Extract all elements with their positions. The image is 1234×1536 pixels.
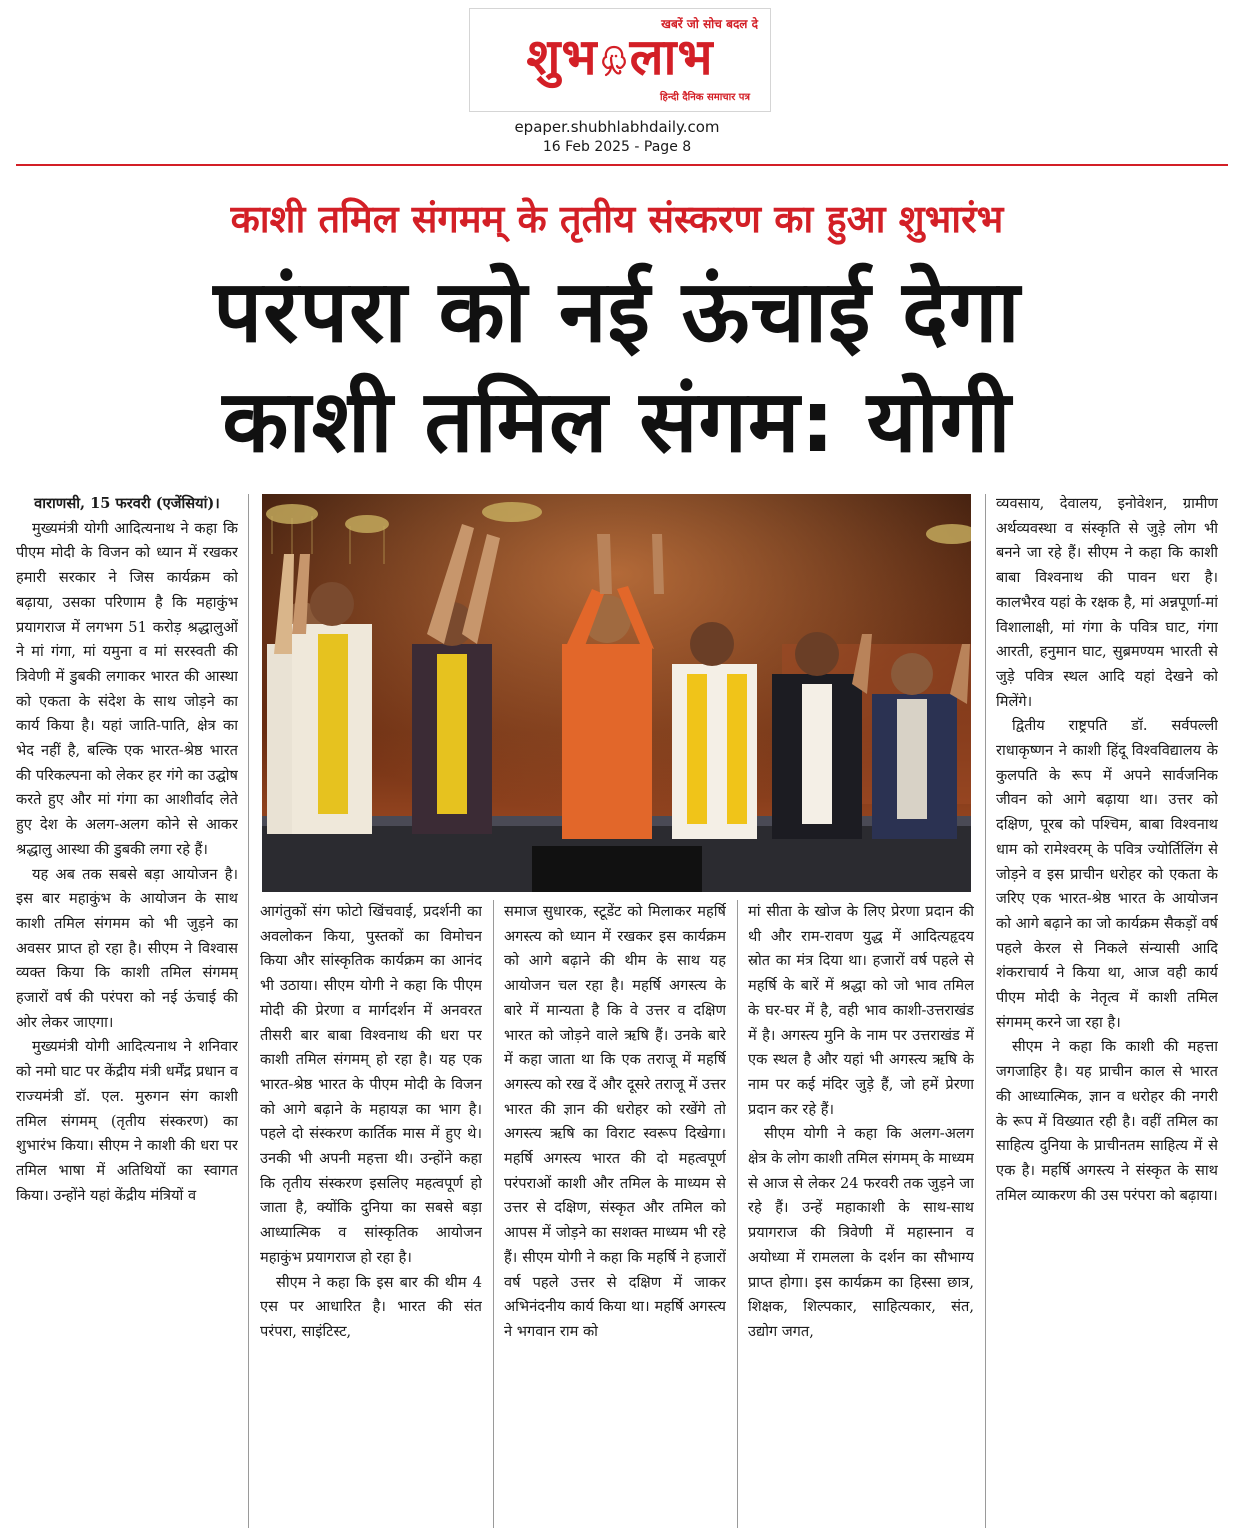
article-column-3 [504,900,726,1528]
column-divider [985,494,986,1528]
paragraph: व्यवसाय, देवालय, इनोवेशन, ग्रामीण अर्थव्यवस्था व संस्कृति से जुड़े लोग भी बनने जा रहे हैं। सीएम ने कहा कि काशी बाबा विश्वनाथ की पावन धरा है। कालभैरव यहां के रक्षक है, मां अन्नपूर्णा-मां विशालाक्षी, मां गंगा के पवित्र घाट, गंगा आरती, हनुमान घाट, सुब्रमण्यम भारती से जुड़े पवित्र स्थल आदि यहां देखने को मिलेंगे। [996,495,1218,710]
article-column-1 [16,492,238,1528]
stage-photo-illustration [262,494,971,892]
ganesha-icon [600,44,628,78]
article-dateline: वाराणसी, 15 फरवरी (एजेंसियां)। [34,495,220,512]
event-photo [262,494,971,892]
article-column-4 [748,900,974,1528]
headline-line-2: काशी तमिल संगम: योगी [222,372,1012,472]
masthead-name-right: लाभ [629,28,714,86]
paragraph: सीएम ने कहा कि काशी की महत्ता जगजाहिर है। यह प्राचीन काल से भारत की आध्यात्मिक, ज्ञान व धरोहर की नगरी के रूप में विख्यात रही है। वहीं तमिल का साहित्य दुनिया के प्राचीनतम साहित्य में से एक है। महर्षि अगस्त्य ने संस्कृत के साथ तमिल व्याकरण की उस परंपरा को बढ़ाया। [996,1038,1218,1204]
epaper-url: epaper.shubhlabhdaily.com [514,118,720,136]
column-divider [737,900,738,1528]
masthead-subtitle: हिन्दी दैनिक समाचार पत्र [659,92,750,103]
article-column-2 [260,900,482,1528]
article-column-5 [996,492,1218,1528]
headline-line-1: परंपरा को नई ऊंचाई देगा [213,262,1021,362]
masthead-rule [16,164,1228,166]
column-divider [248,494,249,1528]
epaper-date-page: 16 Feb 2025 - Page 8 [542,139,692,155]
paragraph: मुख्यमंत्री योगी आदित्यनाथ ने कहा कि पीएम मोदी के विजन को ध्यान में रखकर हमारी सरकार ने जिस कार्यक्रम को बढ़ाया, उसका परिणाम है कि महाकुंभ प्रयागराज में लगभग 51 करोड़ श्रद्धालुओं ने मां गंगा, मां यमुना व मां सरस्वती की त्रिवेणी में डुबकी लगाकर भारत की आस्था को एकता के संदेश के साथ जोड़ने का कार्य किया है। यहां जाति-पाति, क्षेत्र का भेद नहीं है, बल्कि एक भारत-श्रेष्ठ भारत की परिकल्पना को लेकर हर गंगे का उद्घोष करते हुए और मां गंगा का आशीर्वाद लेते हुए देश के अलग-अलग कोने से आकर श्रद्धालु आस्था की डुबकी लगा रहे हैं। [16,519,238,858]
column-divider [493,900,494,1528]
masthead-name [470,27,770,87]
masthead-tagline: खबरें जो सोच बदल दे [661,17,758,31]
paragraph: मुख्यमंत्री योगी आदित्यनाथ ने शनिवार को नमो घाट पर केंद्रीय मंत्री धर्मेंद्र प्रधान व राज्यमंत्री डॉ. एल. मुरुगन संग काशी तमिल संगमम् (तृतीय संस्करण) का शुभारंभ किया। सीएम ने काशी की धरा पर तमिल भाषा में अतिथियों का स्वागत किया। उन्होंने यहां केंद्रीय मंत्रियों व [16,1038,238,1204]
article-kicker: काशी तमिल संगमम् के तृतीय संस्करण का हुआ शुभारंभ [230,197,1004,241]
paragraph: यह अब तक सबसे बड़ा आयोजन है। इस बार महाकुंभ के आयोजन के साथ काशी तमिल संगमम को भी जुड़ने का अवसर प्राप्त हो रहा है। सीएम ने विश्वास व्यक्त किया कि काशी तमिल संगमम् हजारों वर्ष की परंपरा को नई ऊंचाई की ओर लेकर जाएगा। [16,865,238,1031]
paragraph: मां सीता के खोज के लिए प्रेरणा प्रदान की थी और राम-रावण युद्ध में आदित्यहृदय स्रोत का मंत्र दिया था। हजारों वर्ष पहले से महर्षि के बारें में श्रद्धा को जो भाव तमिल के घर-घर में है, वही भाव काशी-उत्तराखंड में है। अगस्त्य मुनि के नाम पर उत्तराखंड में एक स्थल है और यहां भी अगस्त्य ऋषि के नाम पर कई मंदिर जुड़े हैं, जो हमें प्रेरणा प्रदान कर रहे हैं। [748,903,974,1118]
paragraph: द्वितीय राष्ट्रपति डॉ. सर्वपल्ली राधाकृष्णन ने काशी हिंदू विश्वविद्यालय के कुलपति के रूप में अपने सार्वजनिक जीवन को आगे बढ़ाया था। उत्तर को दक्षिण, पूरब को पश्चिम, बाबा विश्वनाथ धाम को रामेश्वरम् के पवित्र ज्योर्तिलिंग से जोड़ने व इस प्राचीन धरोहर को एकता के जरिए एक भारत-श्रेष्ठ भारत के आयोजन को आगे बढ़ाने का जो कार्यक्रम सैकड़ों वर्ष पहले केरल से निकले संन्यासी आदि शंकराचार्य ने किया था, आज वही कार्य पीएम मोदी के नेतृत्व में काशी तमिल संगमम् करने जा रहा है। [996,717,1218,1031]
paragraph: सीएम योगी ने कहा कि अलग-अलग क्षेत्र के लोग काशी तमिल संगमम् के माध्यम से आज से लेकर 24 फरवरी तक जुड़ने जा रहे हैं। उन्हें महाकाशी के साथ-साथ प्रयागराज की त्रिवेणी में महास्नान व अयोध्या में रामलला के दर्शन का सौभाग्य प्राप्त होगा। इस कार्यक्रम का हिस्सा छात्र, शिक्षक, शिल्पकार, साहित्यकार, संत, उद्योग जगत, [748,1125,974,1340]
paragraph: समाज सुधारक, स्टूडेंट को मिलाकर महर्षि अगस्त्य को ध्यान में रखकर इस कार्यक्रम को आगे बढ़ाने की थीम के साथ यह आयोजन चल रहा है। महर्षि अगस्त्य के बारे में मान्यता है कि वे उत्तर व दक्षिण भारत को जोड़ने वाले ऋषि हैं। उनके बारे में कहा जाता था कि एक तराजू में महर्षि अगस्त्य को रख दें और दूसरे तराजू में उत्तर भारत की ज्ञान की धरोहर को रखेंगे तो अगस्त्य ऋषि का विराट स्वरूप दिखेगा। महर्षि अगस्त्य भारत की दो महत्वपूर्ण परंपराओं काशी और तमिल के माध्यम से उत्तर से दक्षिण, संस्कृत और तमिल को आपस में जोड़ने का सशक्त माध्यम भी रहे हैं। सीएम योगी ने कहा कि महर्षि ने हजारों वर्ष पहले उत्तर से दक्षिण में जाकर अभिनंदनीय कार्य किया था। महर्षि अगस्त्य ने भगवान राम को [504,903,726,1340]
masthead-logo [469,8,771,112]
masthead-name-left: शुभ [526,28,598,86]
paragraph: आगंतुकों संग फोटो खिंचवाई, प्रदर्शनी का अवलोकन किया, पुस्तकों का विमोचन किया और सांस्कृतिक कार्यक्रम का आनंद भी उठाया। सीएम योगी ने कहा कि पीएम मोदी की प्रेरणा व मार्गदर्शन में अनवरत तीसरी बार बाबा विश्वनाथ की धरा पर काशी तमिल संगमम् हो रहा है। यह एक भारत-श्रेष्ठ भारत के पीएम मोदी के विजन को आगे बढ़ाने के महायज्ञ का भाग है। पहले दो संस्करण कार्तिक मास में हुए थे। उनकी भी अपनी महत्ता थी। उन्होंने कहा कि तृतीय संस्करण इसलिए महत्वपूर्ण हो जाता है, क्योंकि दुनिया का सबसे बड़ा आध्यात्मिक व सांस्कृतिक आयोजन महाकुंभ प्रयागराज हो रहा है। [260,903,482,1266]
paragraph: सीएम ने कहा कि इस बार की थीम 4 एस पर आधारित है। भारत की संत परंपरा, साइंटिस्ट, [260,1273,482,1340]
